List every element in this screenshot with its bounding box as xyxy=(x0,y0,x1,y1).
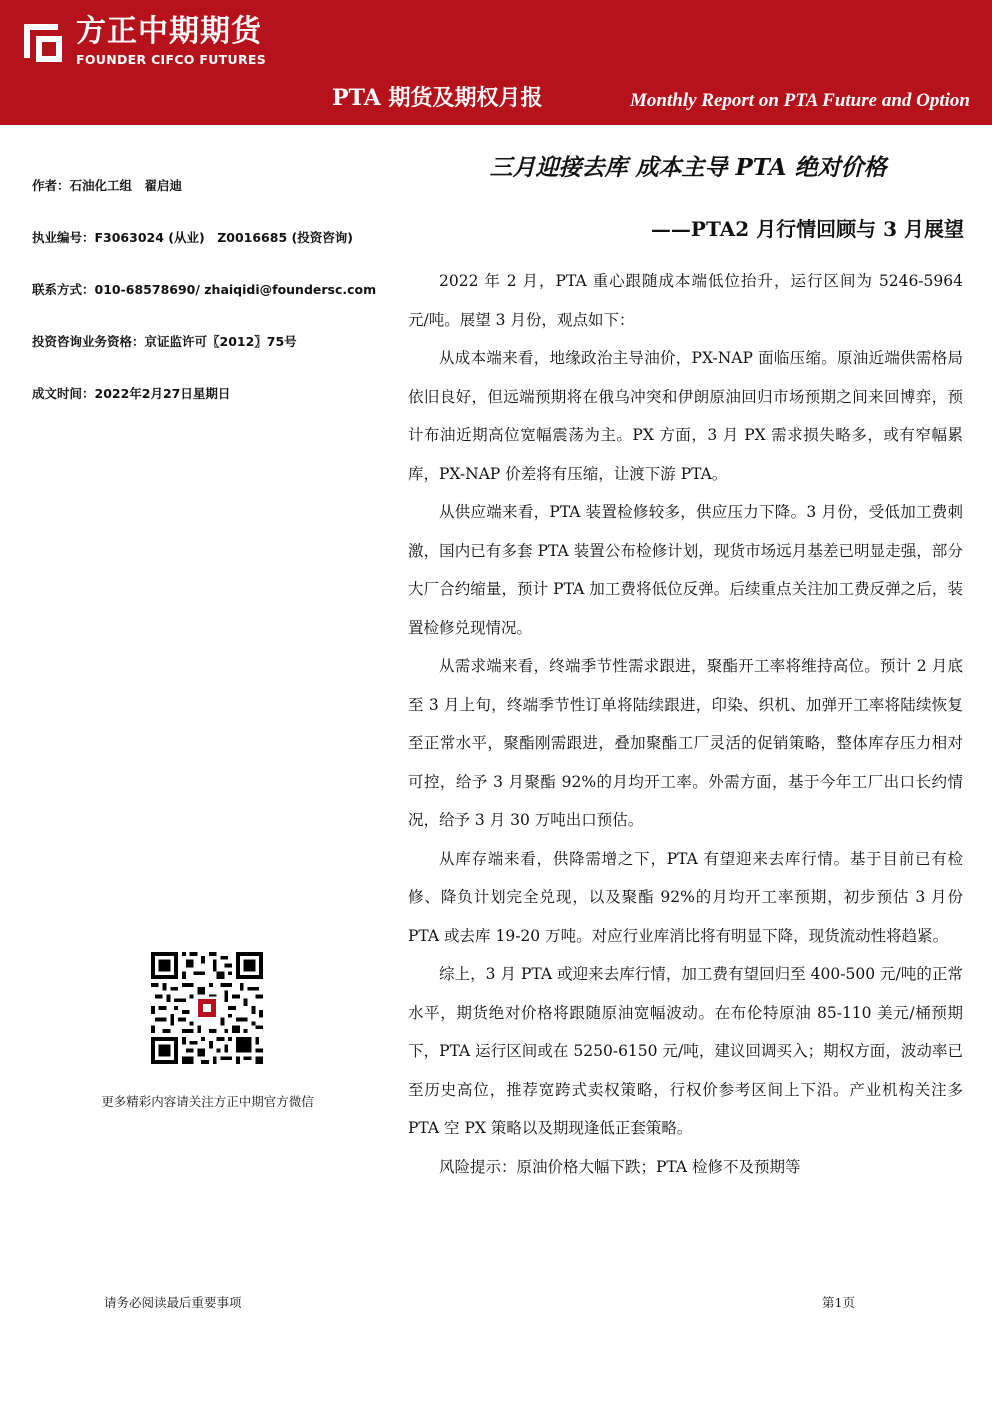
body-paragraph: 从供应端来看，PTA 装置检修较多，供应压力下降。3 月份，受低加工费刺激，国内已有多套 PTA 装置公布检修计划，现货市场远月基差已明显走强，部分大厂合约缩量，预计 PTA 加工费将低位反弹。后续重点关注加工费反弹之后，装置检修兑现情况。 xyxy=(408,503,963,637)
body-paragraph: 从需求端来看，终端季节性需求跟进，聚酯开工率将维持高位。预计 2 月底至 3 月上旬，终端季节性订单将陆续跟进，印染、织机、加弹开工率将陆续恢复至正常水平，聚酯刚需跟进，叠加聚酯工厂灵活的促销策略，整体库存压力相对可控，给予 3 月聚酯 92%的月均开工率。外需方面，基于今年工厂出口长约情况，给予 3 月 30 万吨出口预估。 xyxy=(408,657,963,829)
author-line: 作者：石油化工组 翟启迪 xyxy=(32,178,183,193)
logo-english-name: FOUNDER CIFCO FUTURES xyxy=(76,52,267,67)
body-paragraph: 综上，3 月 PTA 或迎来去库行情，加工费有望回归至 400-500 元/吨的正常水平，期货绝对价格将跟随原油宽幅波动。在布伦特原油 85-110 美元/桶预期下，PTA 运行区间或在 5250-6150 元/吨，建议回调买入；期权方面，波动率已至历史高位，推荐宽跨式卖权策略，行权价参考区间上下沿。产业机构关注多 PTA 空 PX 策略以及期现逢低正套策略。 xyxy=(408,965,963,1137)
founder-logo-icon xyxy=(18,18,68,68)
report-body xyxy=(408,262,963,1186)
qualification-line: 投资咨询业务资格：京证监许可〖2012〗75号 xyxy=(32,334,297,349)
body-paragraph: 从库存端来看，供降需增之下，PTA 有望迎来去库行情。基于目前已有检修、降负计划完全兑现，以及聚酯 92%的月均开工率预期，初步预估 3 月份 PTA 或去库 19-20 万吨。对应行业库消比将有明显下降，现货流动性将趋紧。 xyxy=(408,849,963,945)
wechat-qr-code-icon xyxy=(151,952,263,1064)
report-series-title-en: Monthly Report on PTA Future and Option xyxy=(630,90,970,111)
author-info-sidebar xyxy=(32,170,392,430)
page-number: 第1页 xyxy=(822,1295,855,1310)
risk-warning: 风险提示：原油价格大幅下跌；PTA 检修不及预期等 xyxy=(439,1157,801,1176)
body-paragraph: 2022 年 2 月，PTA 重心跟随成本端低位抬升，运行区间为 5246-5964 元/吨。展望 3 月份，观点如下： xyxy=(408,272,963,329)
contact-line: 联系方式：010-68578690/ zhaiqidi@foundersc.com xyxy=(32,282,377,297)
report-header xyxy=(0,0,992,125)
footer-notice: 请务必阅读最后重要事项 xyxy=(104,1295,242,1310)
report-series-title-cn: PTA 期货及期权月报 xyxy=(332,85,543,111)
qr-code-caption: 更多精彩内容请关注方正中期官方微信 xyxy=(101,1094,314,1109)
body-paragraph: 从成本端来看，地缘政治主导油价，PX-NAP 面临压缩。原油近端供需格局依旧良好，但远端预期将在俄乌冲突和伊朗原油回归市场预期之间来回博弈，预计布油近期高位宽幅震荡为主。PX 方面，3 月 PX 需求损失略多，或有窄幅累库，PX-NAP 价差将有压缩，让渡下游 PTA。 xyxy=(408,349,963,483)
date-line: 成文时间：2022年2月27日星期日 xyxy=(32,386,231,401)
report-subtitle: ——PTA2 月行情回顾与 3 月展望 xyxy=(650,217,964,241)
logo-chinese-name: 方正中期期货 xyxy=(76,14,262,49)
license-number-line: 执业编号：F3063024 (从业) Z0016685 (投资咨询) xyxy=(32,230,353,245)
report-title: 三月迎接去库 成本主导 PTA 绝对价格 xyxy=(489,154,887,181)
